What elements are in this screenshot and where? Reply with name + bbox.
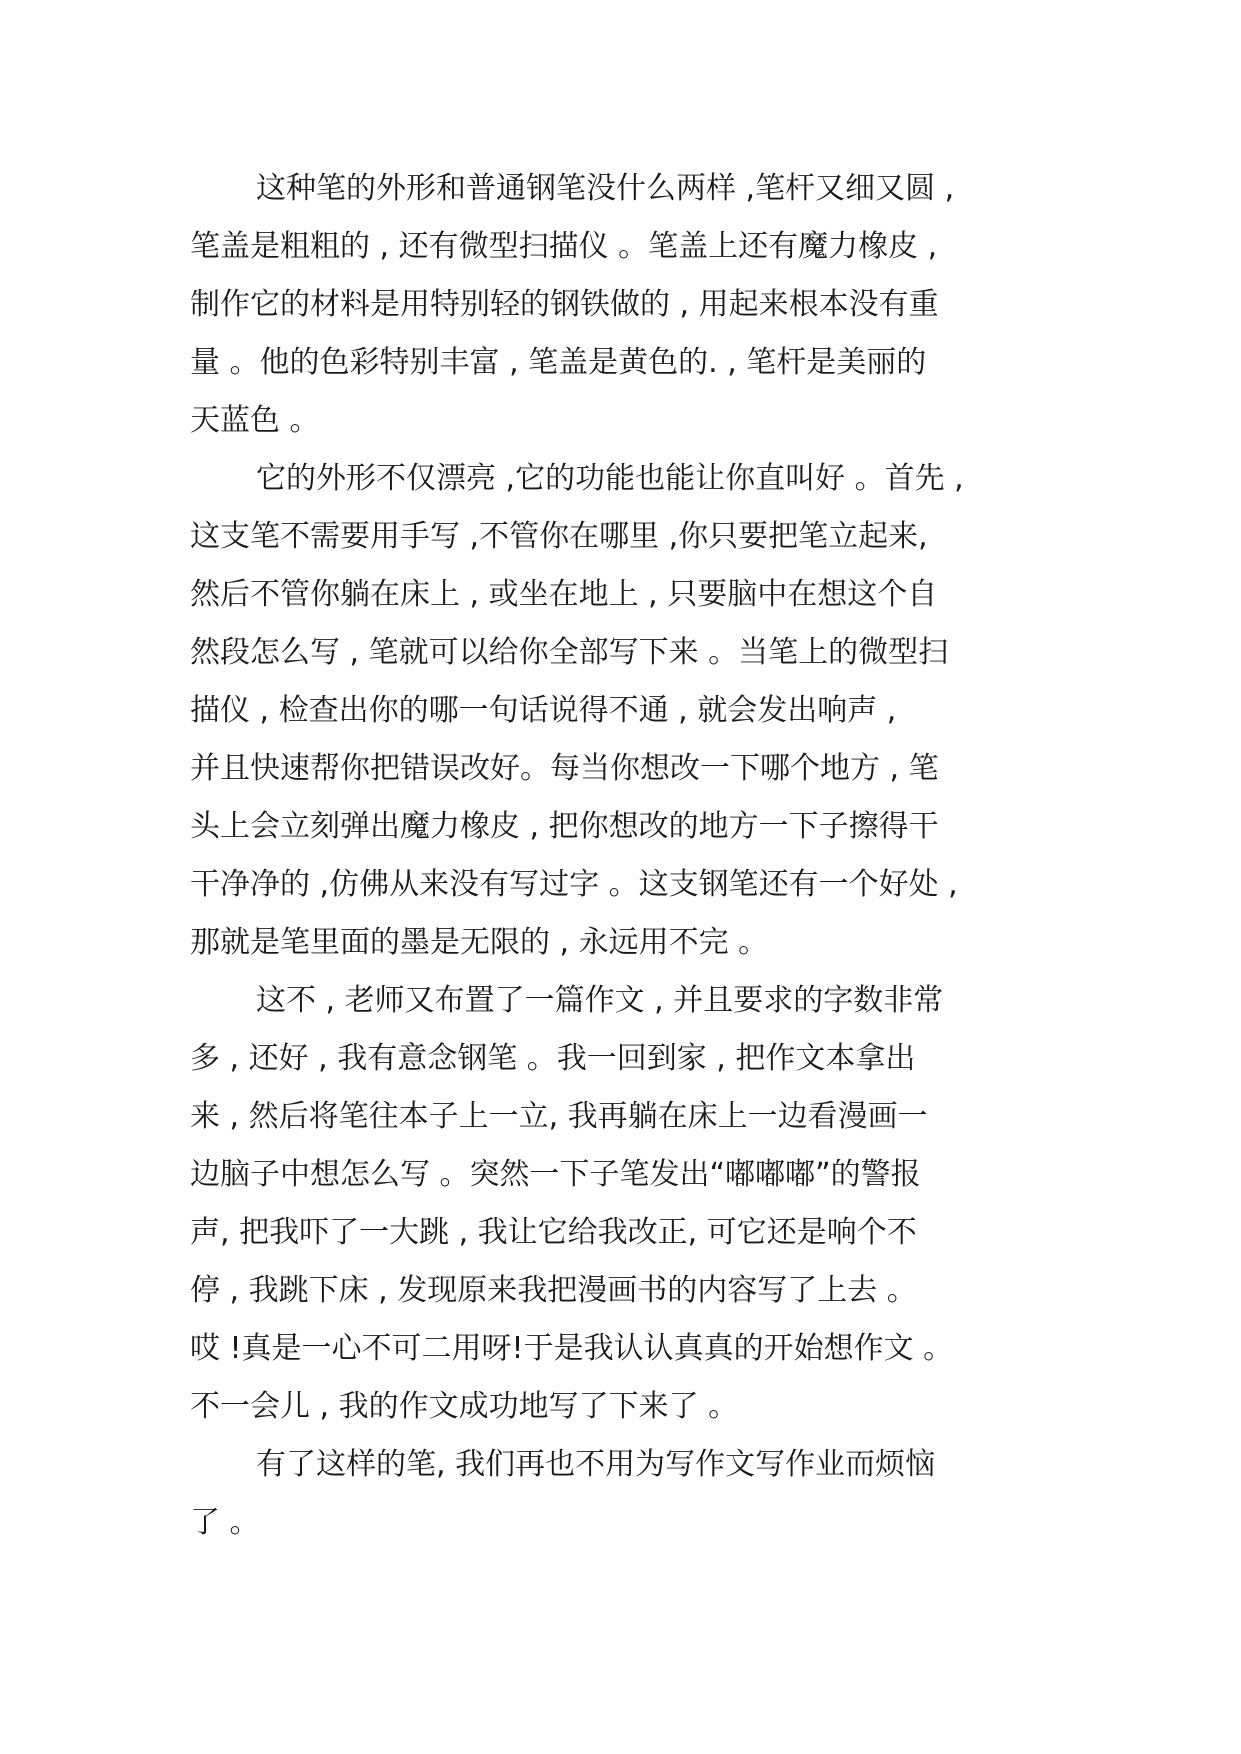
paragraph-4 xyxy=(190,1436,1080,1552)
text-line: 天蓝色 。 xyxy=(190,403,320,438)
text-line: 并且快速帮你把错误改好。每当你想改一下哪个地方 , 笔 xyxy=(190,751,939,786)
text-line: 多 , 还好 , 我有意念钢笔 。我一回到家 , 把作文本拿出 xyxy=(190,1041,916,1076)
paragraph-1 xyxy=(190,160,1080,450)
text-line: 干净净的 ,仿佛从来没有写过字 。这支钢笔还有一个好处 , xyxy=(190,867,958,902)
text-line: 了 。 xyxy=(190,1505,260,1540)
paragraph-3 xyxy=(190,972,1080,1436)
text-line: 哎 !真是一心不可二用呀!于是我认认真真的开始想作文 。 xyxy=(190,1331,954,1366)
text-line: 笔盖是粗粗的 , 还有微型扫描仪 。笔盖上还有魔力橡皮 , xyxy=(190,229,938,264)
text-line: 它的外形不仅漂亮 ,它的功能也能让你直叫好 。首先 , xyxy=(256,461,964,496)
essay-body xyxy=(190,160,1080,1552)
text-line: 然后不管你躺在床上 , 或坐在地上 , 只要脑中在想这个自 xyxy=(190,577,938,612)
text-line: 这支笔不需要用手写 ,不管你在哪里 ,你只要把笔立起来, xyxy=(190,519,928,554)
text-line: 这不 , 老师又布置了一篇作文 , 并且要求的字数非常 xyxy=(256,983,944,1018)
text-line: 这种笔的外形和普通钢笔没什么两样 ,笔杆又细又圆 , xyxy=(256,171,955,206)
paragraph-2 xyxy=(190,450,1080,972)
text-line: 停 , 我跳下床 , 发现原来我把漫画书的内容写了上去 。 xyxy=(190,1273,917,1308)
text-line: 制作它的材料是用特别轻的钢铁做的 , 用起来根本没有重 xyxy=(190,287,939,322)
text-line: 量 。他的色彩特别丰富 , 笔盖是黄色的. , 笔杆是美丽的 xyxy=(190,345,927,380)
text-line: 头上会立刻弹出魔力橡皮 , 把你想改的地方一下子擦得干 xyxy=(190,809,939,844)
text-line: 声, 把我吓了一大跳 , 我让它给我改正, 可它还是响个不 xyxy=(190,1215,917,1250)
text-line: 不一会儿 , 我的作文成功地写了下来了 。 xyxy=(190,1389,739,1424)
text-line: 那就是笔里面的墨是无限的 , 永远用不完 。 xyxy=(190,925,769,960)
text-line: 描仪 , 检查出你的哪一句话说得不通 , 就会发出响声 , xyxy=(190,693,897,728)
text-line: 边脑子中想怎么写 。突然一下子笔发出“嘟嘟嘟”的警报 xyxy=(190,1157,921,1192)
text-line: 然段怎么写 , 笔就可以给你全部写下来 。当笔上的微型扫 xyxy=(190,635,949,670)
text-line: 来 , 然后将笔往本子上一立, 我再躺在床上一边看漫画一 xyxy=(190,1099,928,1134)
text-line: 有了这样的笔, 我们再也不用为写作文写作业而烦恼 xyxy=(256,1447,936,1482)
